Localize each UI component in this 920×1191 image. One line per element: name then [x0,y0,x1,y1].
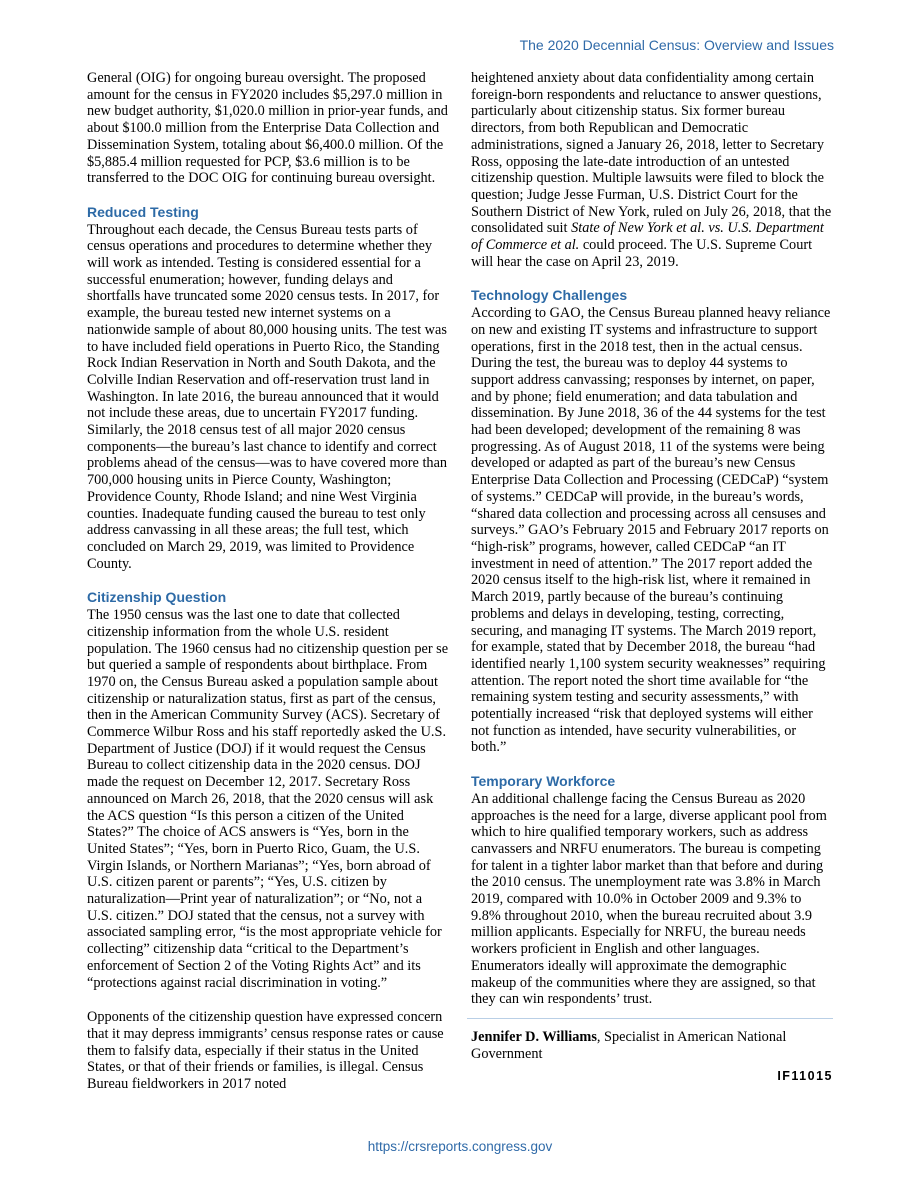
continuation-paragraph [471,70,833,270]
section-title-citizenship-question: Citizenship Question [87,589,227,606]
citizenship-paragraph-1: The 1950 census was the last one to date that collected citizenship information from the whole U.S. resident population. The 1960 census had no citizenship question per se but queried a sample of respondents about birthplace. From 1970 on, the Census Bureau asked a population sample about citizenship or naturalization status, first as part of the census, then in the American Community Survey (ACS). Secretary of Commerce Wilbur Ross and his staff reportedly asked the U.S. Department of Justice (DOJ) if it would request the Census Bureau to collect citizenship data in the 2020 census. DOJ made the request on December 12, 2017. Secretary Ross announced on March 26, 2018, that the 2020 census will ask the ACS question “Is this person a citizen of the United States?” The choice of ACS answers is “Yes, born in the United States”; “Yes, born in Puerto Rico, Guam, the U.S. Virgin Islands, or Northern Marianas”; “Yes, born abroad of U.S. citizen parent or parents”; “Yes, U.S. citizen by naturalization—Print year of naturalization”; or “No, not a U.S. citizen.” DOJ stated that the census, not a survey with associated sampling error, “is the most appropriate vehicle for collecting” citizenship data “critical to the Department’s enforcement of Section 2 of the Voting Rights Act” and its “protections against racial discrimination in voting.” [87,607,449,991]
section-title-temporary-workforce: Temporary Workforce [471,773,616,790]
section-title-reduced-testing: Reduced Testing [87,203,199,220]
technology-paragraph: According to GAO, the Census Bureau planned heavy reliance on new and existing IT systems and infrastructure to support operations, first in the 2018 test, then in the actual census. During the test, the bureau was to deploy 44 systems to support address canvassing; responses by internet, on paper, and by phone; field enumeration; and data tabulation and dissemination. By June 2018, 36 of the 44 systems for the test had been developed; development of the remaining 8 was progressing. As of August 2018, 11 of the systems were being developed or adapted as part of the bureau’s new Census Enterprise Data Collection and Processing (CEDCaP) “system of systems.” CEDCaP will provide, in the bureau’s words, “shared data collection and processing across all censuses and surveys.” GAO’s February 2015 and February 2017 reports on “high-risk” programs, however, called CEDCaP “an IT investment in need of attention.” The 2017 report added the 2020 census itself to the high-risk list, where it remained in March 2019, partly because of the bureau’s continuing problems and delays in developing, testing, correcting, securing, and managing IT systems. The March 2019 report, for example, stated that by December 2018, the bureau “had identified nearly 1,100 system security weaknesses” requiring attention. The report noted the short time available for “the remaining system testing and security assessments,” with potentially increased “risk that deployed systems will either not function as intended, have security vulnerabilities, or both.” [471,305,831,756]
continuation-text-end: could proceed. The U.S. Supreme Court will hear the case on April 23, 2019. [471,237,813,270]
reduced-testing-paragraph: Throughout each decade, the Census Bureau tests parts of census operations and procedures to determine whether they will work as intended. Testing is considered essential for a successful enumeration; however, funding delays and shortfalls have truncated some 2020 census tests. In 2017, for example, the bureau tested new internet systems on a nationwide sample of about 80,000 housing units. The test was to have included field operations in Puerto Rico, the Standing Rock Indian Reservation in North and South Dakota, and the Colville Indian Reservation and off-reservation trust land in Washington. In late 2016, the bureau announced that it would not include these areas, due to uncertain FY2017 funding. Similarly, the 2018 census test of all major 2020 census components—the bureau’s last chance to identify and correct problems ahead of the census—was to have covered more than 700,000 housing units in Pierce County, Washington; Providence County, Rhode Island; and nine West Virginia counties. Inadequate funding caused the bureau to test only address canvassing in all these areas; the full test, which concluded on March 29, 2019, was limited to Providence County. [87,221,448,572]
report-code: IF11015 [777,1069,833,1084]
left-column [87,70,449,1093]
section-title-technology-challenges: Technology Challenges [471,287,628,304]
author-title: , Specialist in American National Government [471,1028,787,1062]
author-name: Jennifer D. Williams [471,1028,597,1045]
author-separator [467,1018,833,1019]
right-column [471,70,833,1085]
running-header-title: The 2020 Decennial Census: Overview and Issues [519,37,834,53]
case-name: State of New York et al. vs. U.S. Department of Commerce et al. [471,220,824,254]
continuation-text-start: heightened anxiety about data confidentiality among certain foreign-born respondents and reluctance to answer questions, particularly about citizenship status. Six former bureau directors, from both Republican and Democratic administrations, signed a January 26, 2018, letter to Secretary Ross, opposing the late-date introduction of an untested citizenship question. Multiple lawsuits were filed to block the question; Judge Jesse Furman, U.S. District Court for the Southern District of New York, ruled on July 26, 2018, that the consolidated suit [471,70,832,237]
author-line [471,1029,833,1062]
citizenship-paragraph-2: Opponents of the citizenship question have expressed concern that it may depress immigrants’ census response rates or cause them to falsify data, especially if their status in the United States, or that of their friends or families, is illegal. Census Bureau fieldworkers in 2017 noted [87,1009,444,1093]
footer-link[interactable]: https://crsreports.congress.gov [367,1139,553,1154]
intro-paragraph: General (OIG) for ongoing bureau oversight. The proposed amount for the census in FY2020 includes $5,297.0 million in new budget authority, $1,020.0 million in prior-year funds, and about $100.0 million from the Enterprise Data Collection and Dissemination System, totaling about $6,400.0 million. Of the $5,885.4 million requested for PCP, $3.6 million is to be transferred to the DOC OIG for continuing bureau oversight. [87,70,448,187]
workforce-paragraph: An additional challenge facing the Census Bureau as 2020 approaches is the need for a large, diverse applicant pool from which to hire qualified temporary workers, such as address canvassers and NRFU enumerators. The bureau is competing for talent in a tighter labor market than that before and during the 2010 census. The unemployment rate was 3.8% in March 2019, compared with 10.0% in October 2009 and 9.3% to 9.8% throughout 2010, when the bureau recruited about 3.9 million applicants. Especially for NRFU, the bureau needs workers proficient in English and other languages. Enumerators ideally will approximate the demographic makeup of the communities where they are assigned, so that they can win respondents’ trust. [471,790,827,1008]
